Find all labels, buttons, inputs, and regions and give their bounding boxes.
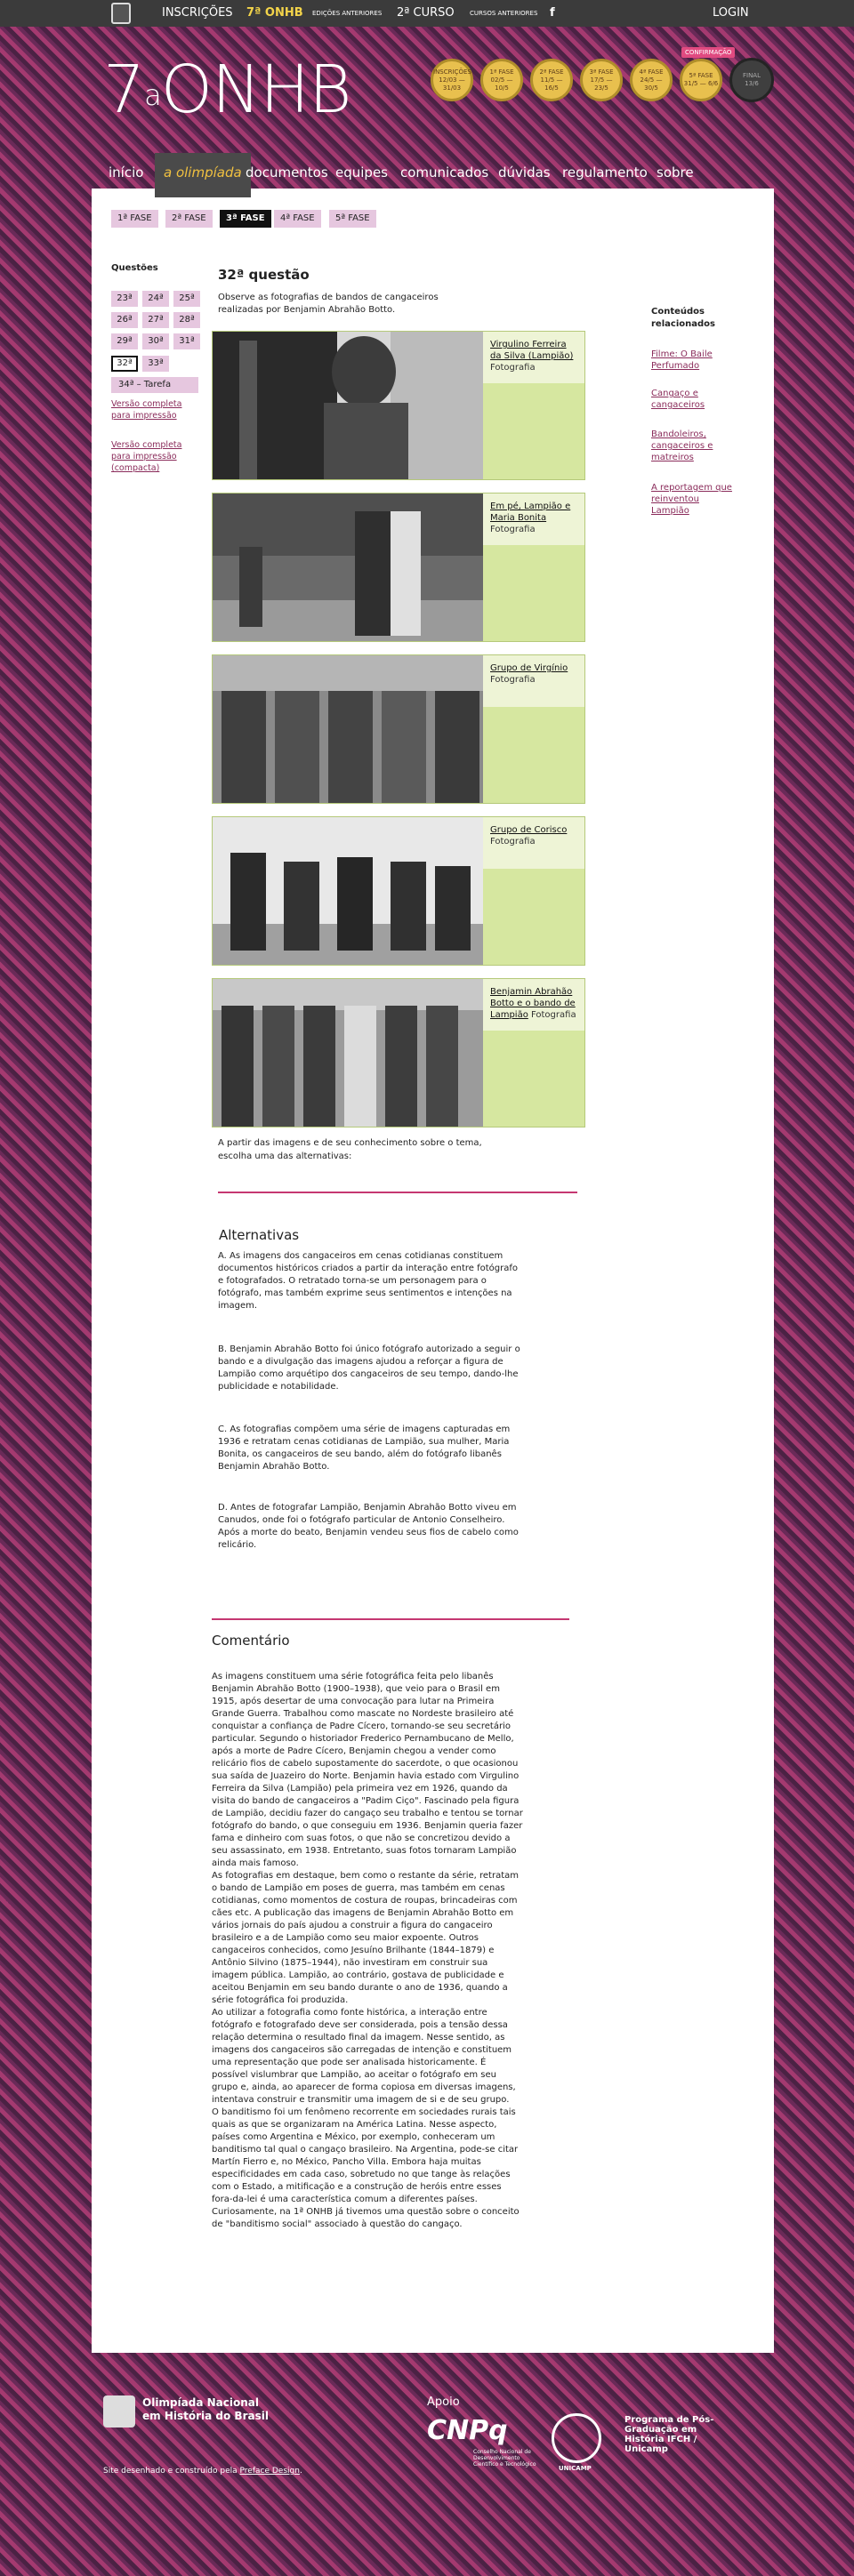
question-button[interactable]: 23ª — [111, 291, 138, 307]
nav-inicio[interactable]: início — [109, 165, 144, 181]
related-link[interactable]: Filme: O Baile Perfumado — [651, 349, 713, 371]
nav-a-olimpiada[interactable]: a olimpíada — [155, 153, 251, 197]
brand-text: ONHB — [160, 52, 351, 128]
photo-type: Fotografia — [490, 837, 536, 847]
nav-duvidas[interactable]: dúvidas — [498, 165, 551, 181]
photo-type: Fotografia — [490, 363, 536, 373]
question-title: 32ª questão — [218, 267, 310, 283]
question-button[interactable]: 33ª — [142, 356, 169, 372]
question-intro: Observe as fotografias de bandos de cangaceiros realizadas por Benjamin Abrahão Botto. — [218, 293, 439, 315]
credit-suffix: . — [299, 2467, 302, 2476]
photo-grupo-corisco[interactable] — [213, 817, 483, 965]
onhb-logo-icon[interactable] — [111, 3, 131, 24]
apoio-label: Apoio — [427, 2395, 460, 2409]
photo-name-link[interactable]: Virgulino Ferreira da Silva (Lampião) — [490, 340, 574, 361]
site-credit — [103, 2467, 302, 2476]
alternatives-title: Alternativas — [219, 1227, 300, 1243]
photo-image — [213, 332, 483, 479]
onhb-footer-logo-icon[interactable] — [103, 2395, 135, 2428]
comment-title: Comentário — [212, 1633, 290, 1649]
phase-final — [729, 58, 774, 102]
related-link[interactable]: Cangaço e cangaceiros — [651, 389, 705, 410]
photo-image — [213, 494, 483, 641]
brand-number: 7 — [103, 52, 145, 128]
photo-botto-bando[interactable] — [213, 979, 483, 1127]
photo-name-link[interactable]: Benjamin Abrahão Botto e o bando de Lampião — [490, 987, 576, 1020]
print-full-link[interactable]: Versão completa para impressão — [111, 399, 182, 421]
brand-ordinal: a — [144, 78, 161, 112]
nav-comunicados[interactable]: comunicados — [400, 165, 489, 181]
phase-dates: 13/6 — [745, 80, 759, 87]
photo-type: Fotografia — [490, 675, 536, 685]
photo-name-link[interactable]: Grupo de Corisco — [490, 825, 568, 835]
facebook-icon[interactable]: f — [550, 6, 555, 20]
phase-title: INSCRIÇÕES — [433, 68, 471, 76]
phase-dates: 12/03 — 31/03 — [439, 76, 465, 92]
nav-previous-courses[interactable]: CURSOS ANTERIORES — [470, 10, 538, 17]
alternative-d[interactable]: D. Antes de fotografar Lampião, Benjamin Abrahão Botto viveu em Canudos, onde foi o fotógrafo particular de Antonio Conselheiro. Após a morte do beato, Benjamin vendeu seus fios de cabelo como relicário. — [218, 1503, 519, 1550]
photo-card — [212, 978, 585, 1128]
question-button[interactable]: 29ª — [111, 333, 138, 349]
footer-name: Olimpíada Nacional em História do Brasil — [142, 2396, 269, 2422]
phase-5 — [680, 59, 722, 101]
phase-4 — [630, 59, 673, 101]
print-compact-link[interactable]: Versão completa para impressão (compacta) — [111, 440, 182, 473]
photo-card — [212, 493, 585, 642]
photo-card — [212, 654, 585, 804]
unicamp-label: UNICAMP — [559, 2465, 592, 2472]
question-button-current[interactable]: 32ª — [111, 356, 138, 372]
phase-inscricoes — [431, 59, 473, 101]
photo-card — [212, 816, 585, 966]
tab-fase-1[interactable]: 1ª FASE — [111, 210, 158, 228]
phase-dates: 11/5 — 16/5 — [540, 76, 563, 92]
alternative-c[interactable]: C. As fotografias compõem uma série de imagens capturadas em 1936 e retratam cenas cotidianas de Lampião, sua mulher, Maria Bonita, os cangaceiros de seu bando, além do fotógrafo libanês Benjamin Abrahão Botto. — [218, 1424, 511, 1472]
nav-equipes[interactable]: equipes — [335, 165, 388, 181]
question-button[interactable]: 24ª — [142, 291, 169, 307]
photo-name-link[interactable]: Em pé, Lampião e Maria Bonita — [490, 502, 571, 523]
photo-lampiao-maria-bonita[interactable] — [213, 494, 483, 641]
divider — [212, 1618, 569, 1620]
related-link[interactable]: A reportagem que reinventou Lampião — [651, 483, 732, 516]
question-button[interactable]: 28ª — [173, 312, 200, 328]
photo-caption — [490, 986, 579, 1021]
phase-title: FINAL — [742, 72, 761, 79]
nav-curso[interactable]: 2ª CURSO — [397, 6, 455, 20]
phase-title: 2ª FASE — [539, 68, 564, 76]
question-button[interactable]: 25ª — [173, 291, 200, 307]
tab-fase-4[interactable]: 4ª FASE — [274, 210, 321, 228]
phase-2 — [530, 59, 573, 101]
nav-current-onhb[interactable]: 7ª ONHB — [246, 6, 303, 20]
question-button[interactable]: 26ª — [111, 312, 138, 328]
question-button[interactable]: 31ª — [173, 333, 200, 349]
confirmation-tag: CONFIRMAÇÃO — [681, 47, 735, 58]
phase-1 — [480, 59, 523, 101]
photo-caption — [490, 662, 579, 686]
photo-lampiao[interactable] — [213, 332, 483, 479]
cnpq-subtitle: Conselho Nacional de Desenvolvimento Científico e Tecnológico — [473, 2449, 536, 2468]
photo-caption — [490, 501, 579, 535]
question-button[interactable]: 27ª — [142, 312, 169, 328]
phase-dates: 31/5 — 6/6 — [683, 80, 719, 87]
nav-documentos[interactable]: documentos — [246, 165, 328, 181]
login-link[interactable]: LOGIN — [713, 6, 749, 20]
page-brand — [103, 50, 350, 130]
alternative-a[interactable]: A. As imagens dos cangaceiros em cenas cotidianas constituem documentos históricos criados a partir da interação entre fotógrafo e fotografados. O retratado torna-se um personagem para o fotógrafo, mas também exprime seus sentimentos e intenções na imagem. — [218, 1251, 519, 1311]
photo-image — [213, 979, 483, 1127]
phase-title: 1ª FASE — [489, 68, 514, 76]
tab-fase-5[interactable]: 5ª FASE — [329, 210, 376, 228]
comment-text: As imagens constituem uma série fotográfica feita pelo libanês Benjamin Abrahão Botto (1900–1938), que veio para o Brasil em 1915, após desertar de uma convocação para lutar na Primeira Grande Guerra. Trabalhou como mascate no Nordeste brasileiro até conquistar a confiança de Padre Cícero, tornando-se seu secretário particular. Segundo o historiador Frederico Pernambucano de Mello, após a morte de Padre Cícero, Benjamin chegou a vender como relicário fios de cabelo supostamente do sacerdote, o que ocasionou sua saída de Juazeiro do Norte. Benjamin havia estado com Virgulino Ferreira da Silva (Lampião) pela primeira vez em 1926, quando da visita do bando de cangaceiros a "Padim Ciço". Fascinado pela figura de Lampião, decidiu fazer do cangaço seu trabalho e tentou se tornar fotógrafo do bando, o que conseguiu em 1936. Benjamin queria fazer fama e dinheiro com suas fotos, o que não se concretizou devido a seu assassinato, em 1938. Entretanto, suas fotos tornaram Lampião ainda mais famoso. As fotografias em destaque, bem como o restante da série, retratam o bando de Lampião em poses de guerra, mas também em cenas cotidianas, como momentos de costura de roupas, brincadeiras com cães etc. A publicação das imagens de Benjamin Abrahão Botto em vários jornais do país ajudou a construir a figura do cangaceiro brasileiro e a de Lampião como seu maior expoente. Outros cangaceiros conhecidos, como Jesuíno Brilhante (1844–1879) e Antônio Silvino (1875–1944), não investiram em construir sua imagem pública. Lampião, ao contrário, gostava de publicidade e aceitou Benjamin em seu bando durante o ano de 1936, quando a série fotográfica foi produzida. Ao utilizar a fotografia como fonte histórica, a interação entre fotógrafo e fotografado deve ser considerada, pois a tensão dessa relação determina o resultado final da imagem. Nesse sentido, as imagens dos cangaceiros são carregadas de intenção e constituem uma representação que pode ser analisada historicamente. É possível vislumbrar que Lampião, ao aceitar o fotógrafo em seu grupo e, ainda, ao aparecer de forma copiosa em diversas imagens, intentava construir e transmitir uma imagem de si e de seu grupo. O banditismo foi um fenômeno recorrente em sociedades rurais tais quais as que se organizaram na América Latina. Nesse aspecto, países como Argentina e México, por exemplo, conheceram um banditismo tal qual o cangaço brasileiro. Na Argentina, pode-se citar Martín Fierro e, no México, Pancho Villa. Embora haja muitas especificidades em cada caso, sobretudo no que tange às relações com o Estado, a mitificação e a construção de heróis entre esses fora-da-lei é uma característica comum a diferentes países. Curiosamente, na 1ª ONHB já tivemos uma questão sobre o conceito de "banditismo social" associado à questão do cangaço. — [212, 1672, 523, 2229]
phase-dates: 17/5 — 23/5 — [590, 76, 613, 92]
related-link[interactable]: Bandoleiros, cangaceiros e matreiros — [651, 429, 713, 462]
tab-fase-3[interactable]: 3ª FASE — [220, 210, 271, 228]
nav-inscricoes[interactable]: INSCRIÇÕES — [162, 6, 233, 20]
phase-dates: 02/5 — 10/5 — [490, 76, 513, 92]
photo-image — [213, 655, 483, 803]
nav-sobre[interactable]: sobre — [657, 165, 694, 181]
photo-caption — [490, 824, 579, 847]
phase-3 — [580, 59, 623, 101]
photo-caption — [490, 339, 579, 373]
question-button[interactable]: 30ª — [142, 333, 169, 349]
question-prompt: A partir das imagens e de seu conhecimento sobre o tema, escolha uma das alternativas: — [218, 1138, 482, 1161]
top-bar — [0, 0, 854, 27]
related-title: Conteúdos relacionados — [651, 307, 715, 329]
nav-regulamento[interactable]: regulamento — [562, 165, 648, 181]
photo-image — [213, 817, 483, 965]
phase-title: 3ª FASE — [589, 68, 614, 76]
preface-design-link[interactable]: Preface Design — [239, 2467, 300, 2476]
phase-dates: 24/5 — 30/5 — [640, 76, 663, 92]
nav-previous-editions[interactable]: EDIÇÕES ANTERIORES — [312, 10, 383, 17]
alternative-b[interactable]: B. Benjamin Abrahão Botto foi único fotógrafo autorizado a seguir o bando e a divulgação das imagens ajudou a reforçar a figura de Lampião como arquétipo dos cangaceiros de seu tempo, dando-lhe publicidade e notabilidade. — [218, 1344, 520, 1392]
pos-graduacao-label[interactable]: Programa de Pós-Graduação em História IFCH / Unicamp — [624, 2415, 714, 2454]
credit-prefix: Site desenhado e construído pela — [103, 2467, 240, 2476]
unicamp-logo-icon[interactable] — [552, 2413, 601, 2463]
phase-title: 4ª FASE — [639, 68, 664, 76]
cnpq-logo[interactable]: CNPq — [427, 2415, 508, 2446]
tab-fase-2[interactable]: 2ª FASE — [165, 210, 213, 228]
divider — [218, 1192, 577, 1193]
photo-type: Fotografia — [490, 525, 536, 534]
photo-type: Fotografia — [531, 1010, 576, 1020]
photo-grupo-virginio[interactable] — [213, 655, 483, 803]
photo-name-link[interactable]: Grupo de Virgínio — [490, 663, 568, 673]
question-task-button[interactable]: 34ª – Tarefa — [111, 377, 198, 393]
questions-title: Questões — [111, 263, 158, 273]
photo-card — [212, 331, 585, 480]
phase-title: 5ª FASE — [689, 72, 713, 79]
